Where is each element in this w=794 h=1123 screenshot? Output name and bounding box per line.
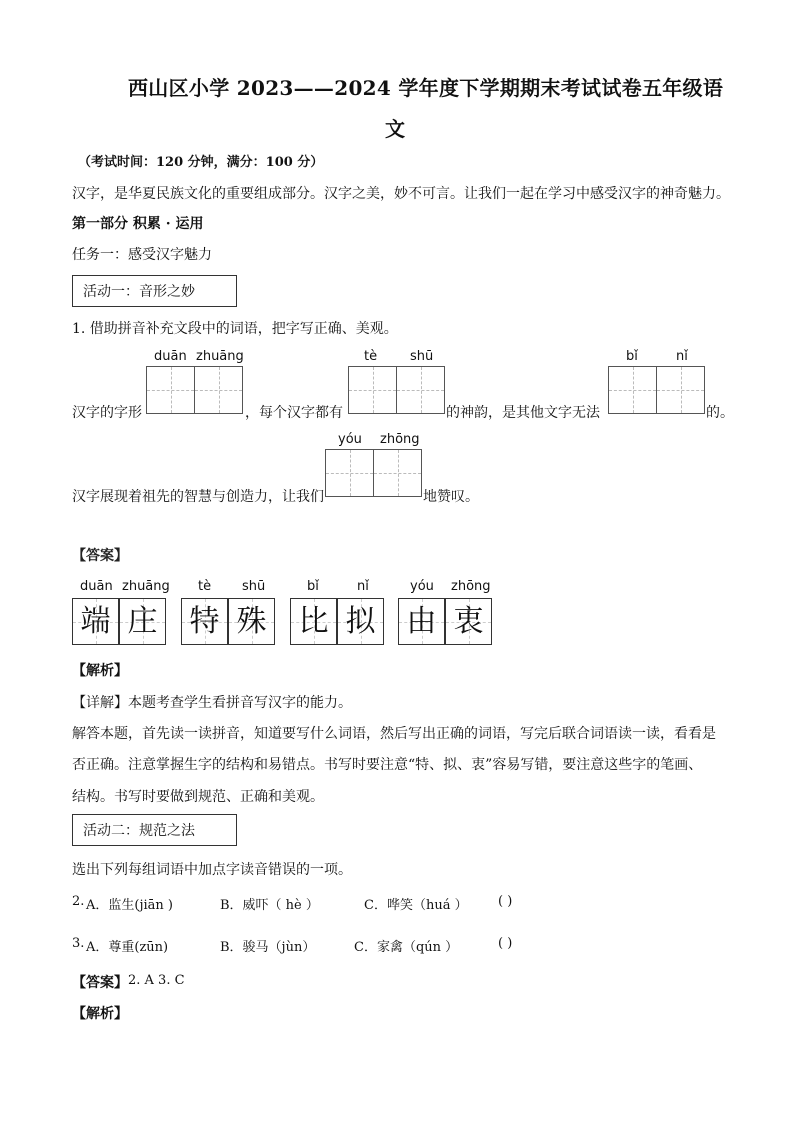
pinyin-bi: bǐ: [626, 349, 638, 364]
answer-pinyin: nǐ: [357, 579, 369, 594]
answer-char-cell: 比: [290, 598, 337, 645]
answer-pinyin: yóu: [410, 579, 434, 594]
answer-pinyin: duān: [80, 579, 113, 594]
answer-pinyin: bǐ: [307, 579, 319, 594]
q2-option-c[interactable]: C．哗笑（huá ）: [364, 898, 468, 913]
q1-text-e: 汉字展现着祖先的智慧与创造力，让我们: [72, 489, 324, 505]
intro-text: 汉字，是华夏民族文化的重要组成部分。汉字之美，妙不可言。让我们一起在学习中感受汉字的神奇魅力。: [72, 186, 730, 202]
answer-label: 【答案】: [72, 548, 128, 564]
q3-number: 3.: [72, 936, 85, 951]
answer-pinyin: tè: [198, 579, 212, 594]
q2-option-a[interactable]: A．监生(jiān ): [86, 898, 173, 913]
answer-grid-cell[interactable]: [656, 366, 705, 414]
answer-grid-cell[interactable]: [146, 366, 195, 414]
answer-grid-cell[interactable]: [325, 449, 374, 497]
q1-text-f: 地赞叹。: [423, 489, 479, 505]
analysis-paragraph: 否正确。注意掌握生字的结构和易错点。书写时要注意“特、拟、衷”容易写错，要注意这些字的笔画、: [72, 757, 703, 773]
q2-answer-blank[interactable]: ( ): [498, 894, 513, 909]
answer-label-2: 【答案】: [72, 975, 128, 991]
pinyin-te: tè: [364, 349, 378, 364]
part-one-heading: 第一部分 积累 · 运用: [72, 216, 204, 232]
activity-two-box: 活动二：规范之法: [72, 814, 237, 846]
q1-text-b: ，每个汉字都有: [245, 405, 343, 421]
answer-grid-cell[interactable]: [396, 366, 445, 414]
answer-pinyin: zhōng: [451, 579, 491, 594]
answer-grid-cell[interactable]: [373, 449, 422, 497]
analysis-label: 【解析】: [72, 663, 128, 679]
q2-option-b[interactable]: B．威吓（ hè ）: [220, 898, 319, 913]
exam-title-line2: 文: [385, 117, 405, 141]
answer-char-cell: 殊: [228, 598, 275, 645]
answer-grid-cell[interactable]: [194, 366, 243, 414]
pinyin-shu: shū: [410, 349, 434, 364]
answer-pinyin: zhuāng: [122, 579, 170, 594]
q2-number: 2.: [72, 894, 85, 909]
pinyin-zhong: zhōng: [380, 432, 420, 447]
answer-grid-cell[interactable]: [608, 366, 657, 414]
exam-title-line1: 西山区小学 2023——2024 学年度下学期期末考试试卷五年级语: [128, 76, 724, 100]
pinyin-duan: duān: [154, 349, 187, 364]
answer-char-cell: 庄: [119, 598, 166, 645]
q3-answer-blank[interactable]: ( ): [498, 936, 513, 951]
q3-option-c[interactable]: C．家禽（qún ）: [354, 940, 459, 955]
question-1-stem: 1. 借助拼音补充文段中的词语，把字写正确、美观。: [72, 321, 398, 337]
analysis-paragraph: 结构。书写时要做到规范、正确和美观。: [72, 789, 324, 805]
q1-text-a: 汉字的字形: [72, 405, 142, 421]
analysis-label-2: 【解析】: [72, 1006, 128, 1022]
question-2-stem: 选出下列每组词语中加点字读音错误的一项。: [72, 862, 352, 878]
pinyin-ni: nǐ: [676, 349, 688, 364]
answer-char-cell: 拟: [337, 598, 384, 645]
analysis-paragraph: 解答本题，首先读一读拼音，知道要写什么词语，然后写出正确的词语，写完后联合词语读一读，看看是: [72, 726, 716, 742]
pinyin-you: yóu: [338, 432, 362, 447]
detail-text: 【详解】本题考查学生看拼音写汉字的能力。: [72, 695, 352, 711]
activity-one-box: 活动一：音形之妙: [72, 275, 237, 307]
q3-option-a[interactable]: A．尊重(zūn): [86, 940, 169, 955]
q1-text-d: 的。: [706, 405, 734, 421]
q1-text-c: 的神韵，是其他文字无法: [446, 405, 600, 421]
q3-option-b[interactable]: B．骏马（jùn）: [220, 940, 316, 955]
answer-2-text: 2. A 3. C: [128, 973, 185, 988]
answer-char-cell: 由: [398, 598, 445, 645]
answer-pinyin: shū: [242, 579, 266, 594]
answer-char-cell: 端: [72, 598, 119, 645]
answer-grid-cell[interactable]: [348, 366, 397, 414]
exam-info: （考试时间：120 分钟，满分：100 分）: [78, 155, 324, 170]
answer-char-cell: 特: [181, 598, 228, 645]
answer-char-cell: 衷: [445, 598, 492, 645]
task-one-heading: 任务一：感受汉字魅力: [72, 247, 212, 263]
pinyin-zhuang: zhuāng: [196, 349, 244, 364]
